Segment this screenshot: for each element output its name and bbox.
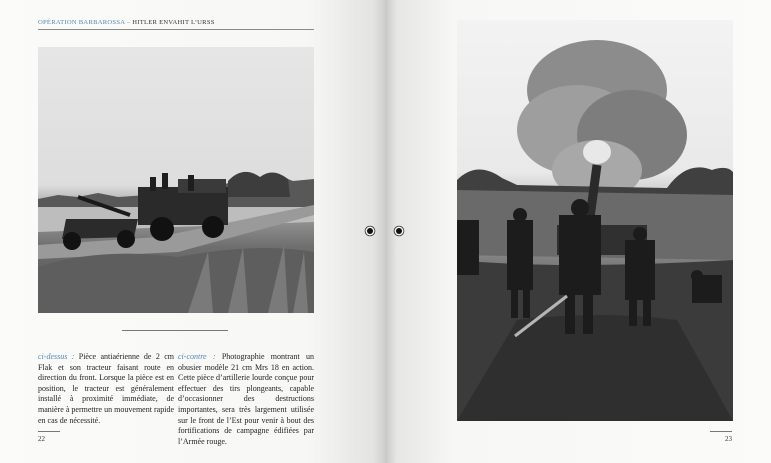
caption-right-text: Photographie montrant un obusier modèle 21 cm Mrs 18 en action. Cette pièce d’artillerie lourde conçue pour effectuer des tirs plongeants, capable d’occasionner des destructions importantes, sera très largement utilisée sur le front de l’Est pour venir à bout des fortifications de campagne édifiées par l’Armée rouge. [178, 352, 314, 446]
caption-right-lead: ci-contre : [178, 352, 216, 361]
caption-divider [122, 330, 228, 331]
running-head-title: HITLER ENVAHIT L’URSS [132, 19, 215, 26]
running-head-series: OPÉRATION BARBAROSSA [38, 19, 125, 26]
caption-left [38, 352, 174, 426]
photo-right-drawing [457, 20, 733, 421]
photo-howitzer-firing [457, 20, 733, 421]
caption-left-text: Pièce antiaérienne de 2 cm Flak et son tracteur faisant route en direction du front. Lorsque la pièce est en position, le tracteur est généralement installé à proximité immédiate, de manière à permettre un mouvement rapide en cas de nécessité. [38, 352, 174, 425]
folio-rule-left [38, 431, 60, 432]
registration-mark-left-icon [367, 228, 373, 234]
photo-left-drawing [38, 47, 314, 313]
running-head-separator: – [124, 19, 133, 26]
running-head [38, 19, 314, 30]
photo-flak-gun-and-tractor [38, 47, 314, 313]
caption-left-lead: ci-dessus : [38, 352, 75, 361]
registration-mark-right-icon [396, 228, 402, 234]
page-number-right: 23 [725, 435, 732, 443]
caption-right [178, 352, 314, 447]
folio-rule-right [710, 431, 732, 432]
page-number-left: 22 [38, 435, 45, 443]
left-page [0, 0, 385, 463]
